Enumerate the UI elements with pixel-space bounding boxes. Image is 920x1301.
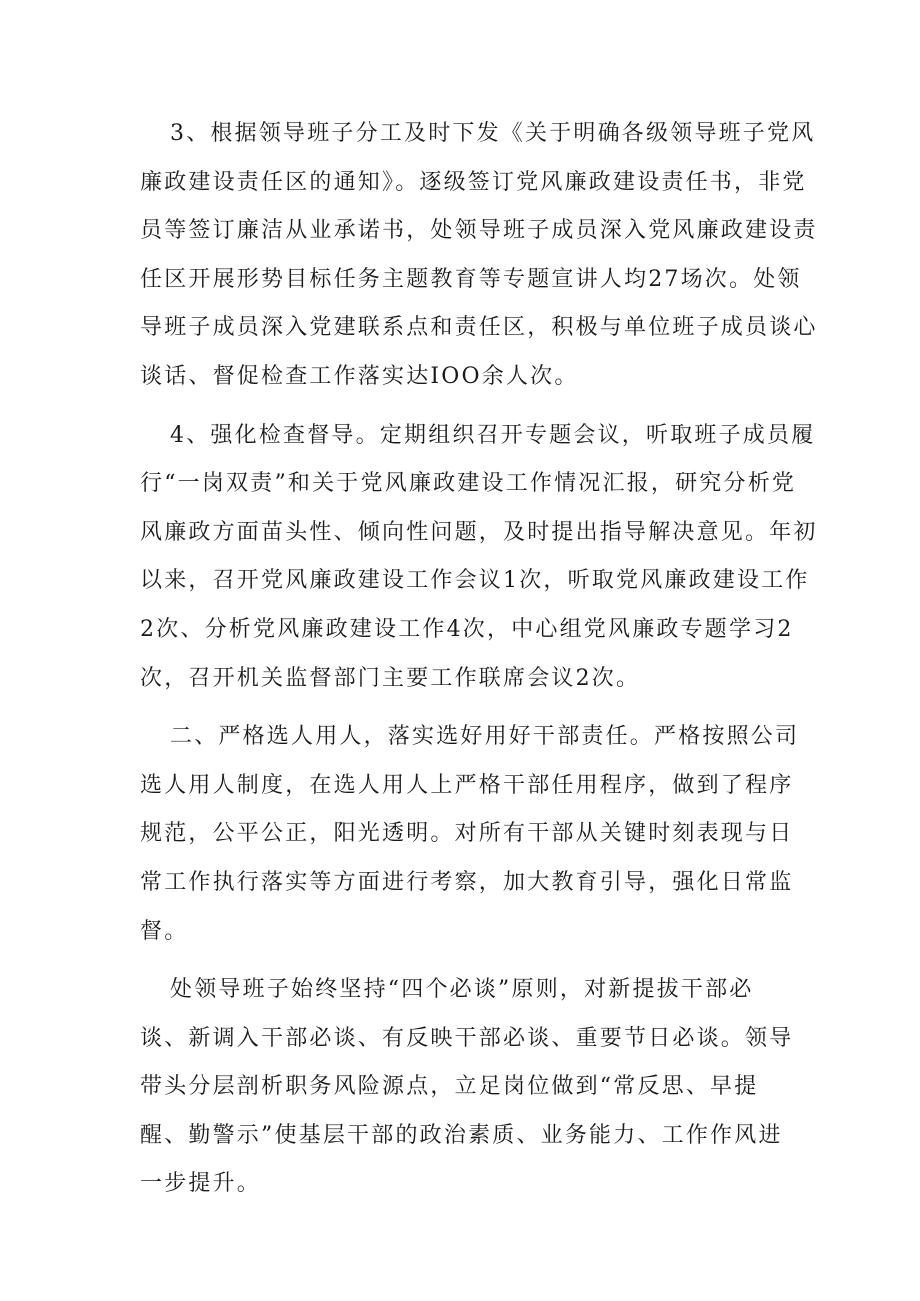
paragraph-gap xyxy=(140,402,780,412)
paragraph-four-must-talks xyxy=(140,966,794,1209)
text-line: 3、根据领导班子分工及时下发《关于明确各级领导班子党风 xyxy=(170,121,816,146)
text-line: 2次、分析党风廉政建设工作4次，中心组党风廉政专题学习2 xyxy=(140,616,794,642)
paragraph-inspection-supervision xyxy=(140,412,818,704)
paragraph-responsibility-zone xyxy=(140,110,818,402)
text-line: 选人用人制度，在选人用人上严格干部任用程序，做到了程序 xyxy=(140,772,794,798)
text-line: 醒、勤警示”使基层干部的政治素质、业务能力、工作作风进 xyxy=(140,1122,783,1148)
text-line: 带头分层剖析职务风险源点，立足岗位做到“常反思、早提 xyxy=(140,1074,759,1100)
text-line: 4、强化检查督导。定期组织召开专题会议，听取班子成员履 xyxy=(170,422,816,448)
text-line: 督。 xyxy=(140,918,189,944)
text-line: 谈、新调入干部必谈、有反映干部必谈、重要节日必谈。领导 xyxy=(140,1025,794,1051)
text-line: 二、严格选人用人，落实选好用好干部责任。严格按照公司 xyxy=(170,724,800,750)
paragraph-gap xyxy=(140,956,780,966)
text-line: 一步提升。 xyxy=(140,1171,262,1197)
paragraph-gap xyxy=(140,703,780,713)
text-line: 导班子成员深入党建联系点和责任区，积极与单位班子成员谈心 xyxy=(140,315,818,341)
text-line: 规范，公平公正，阳光透明。对所有干部从关键时刻表现与日 xyxy=(140,821,794,847)
text-line: 谈话、督促检查工作落实达IOO余人次。 xyxy=(140,363,579,389)
text-line: 员等签订廉洁从业承诺书，处领导班子成员深入党风廉政建设责 xyxy=(140,218,818,244)
text-line: 行“一岗双责”和关于党风廉政建设工作情况汇报，研究分析党 xyxy=(140,471,797,497)
text-line: 廉政建设责任区的通知》。逐级签订党风廉政建设责任书，非党 xyxy=(140,169,807,195)
paragraph-cadre-selection xyxy=(140,713,800,956)
text-line: 以来，召开党风廉政建设工作会议1次，听取党风廉政建设工作 xyxy=(140,568,810,594)
text-line: 任区开展形势目标任务主题教育等专题宣讲人均27场次。处领 xyxy=(140,266,802,292)
text-line: 处领导班子始终坚持“四个必谈”原则，对新提拔干部必 xyxy=(170,977,754,1003)
text-line: 次，召开机关监督部门主要工作联席会议2次。 xyxy=(140,665,641,691)
text-line: 常工作执行落实等方面进行考察，加大教育引导，强化日常监 xyxy=(140,869,794,895)
text-line: 风廉政方面苗头性、倾向性问题，及时提出指导解决意见。年初 xyxy=(140,519,818,545)
document-body xyxy=(140,110,818,1209)
